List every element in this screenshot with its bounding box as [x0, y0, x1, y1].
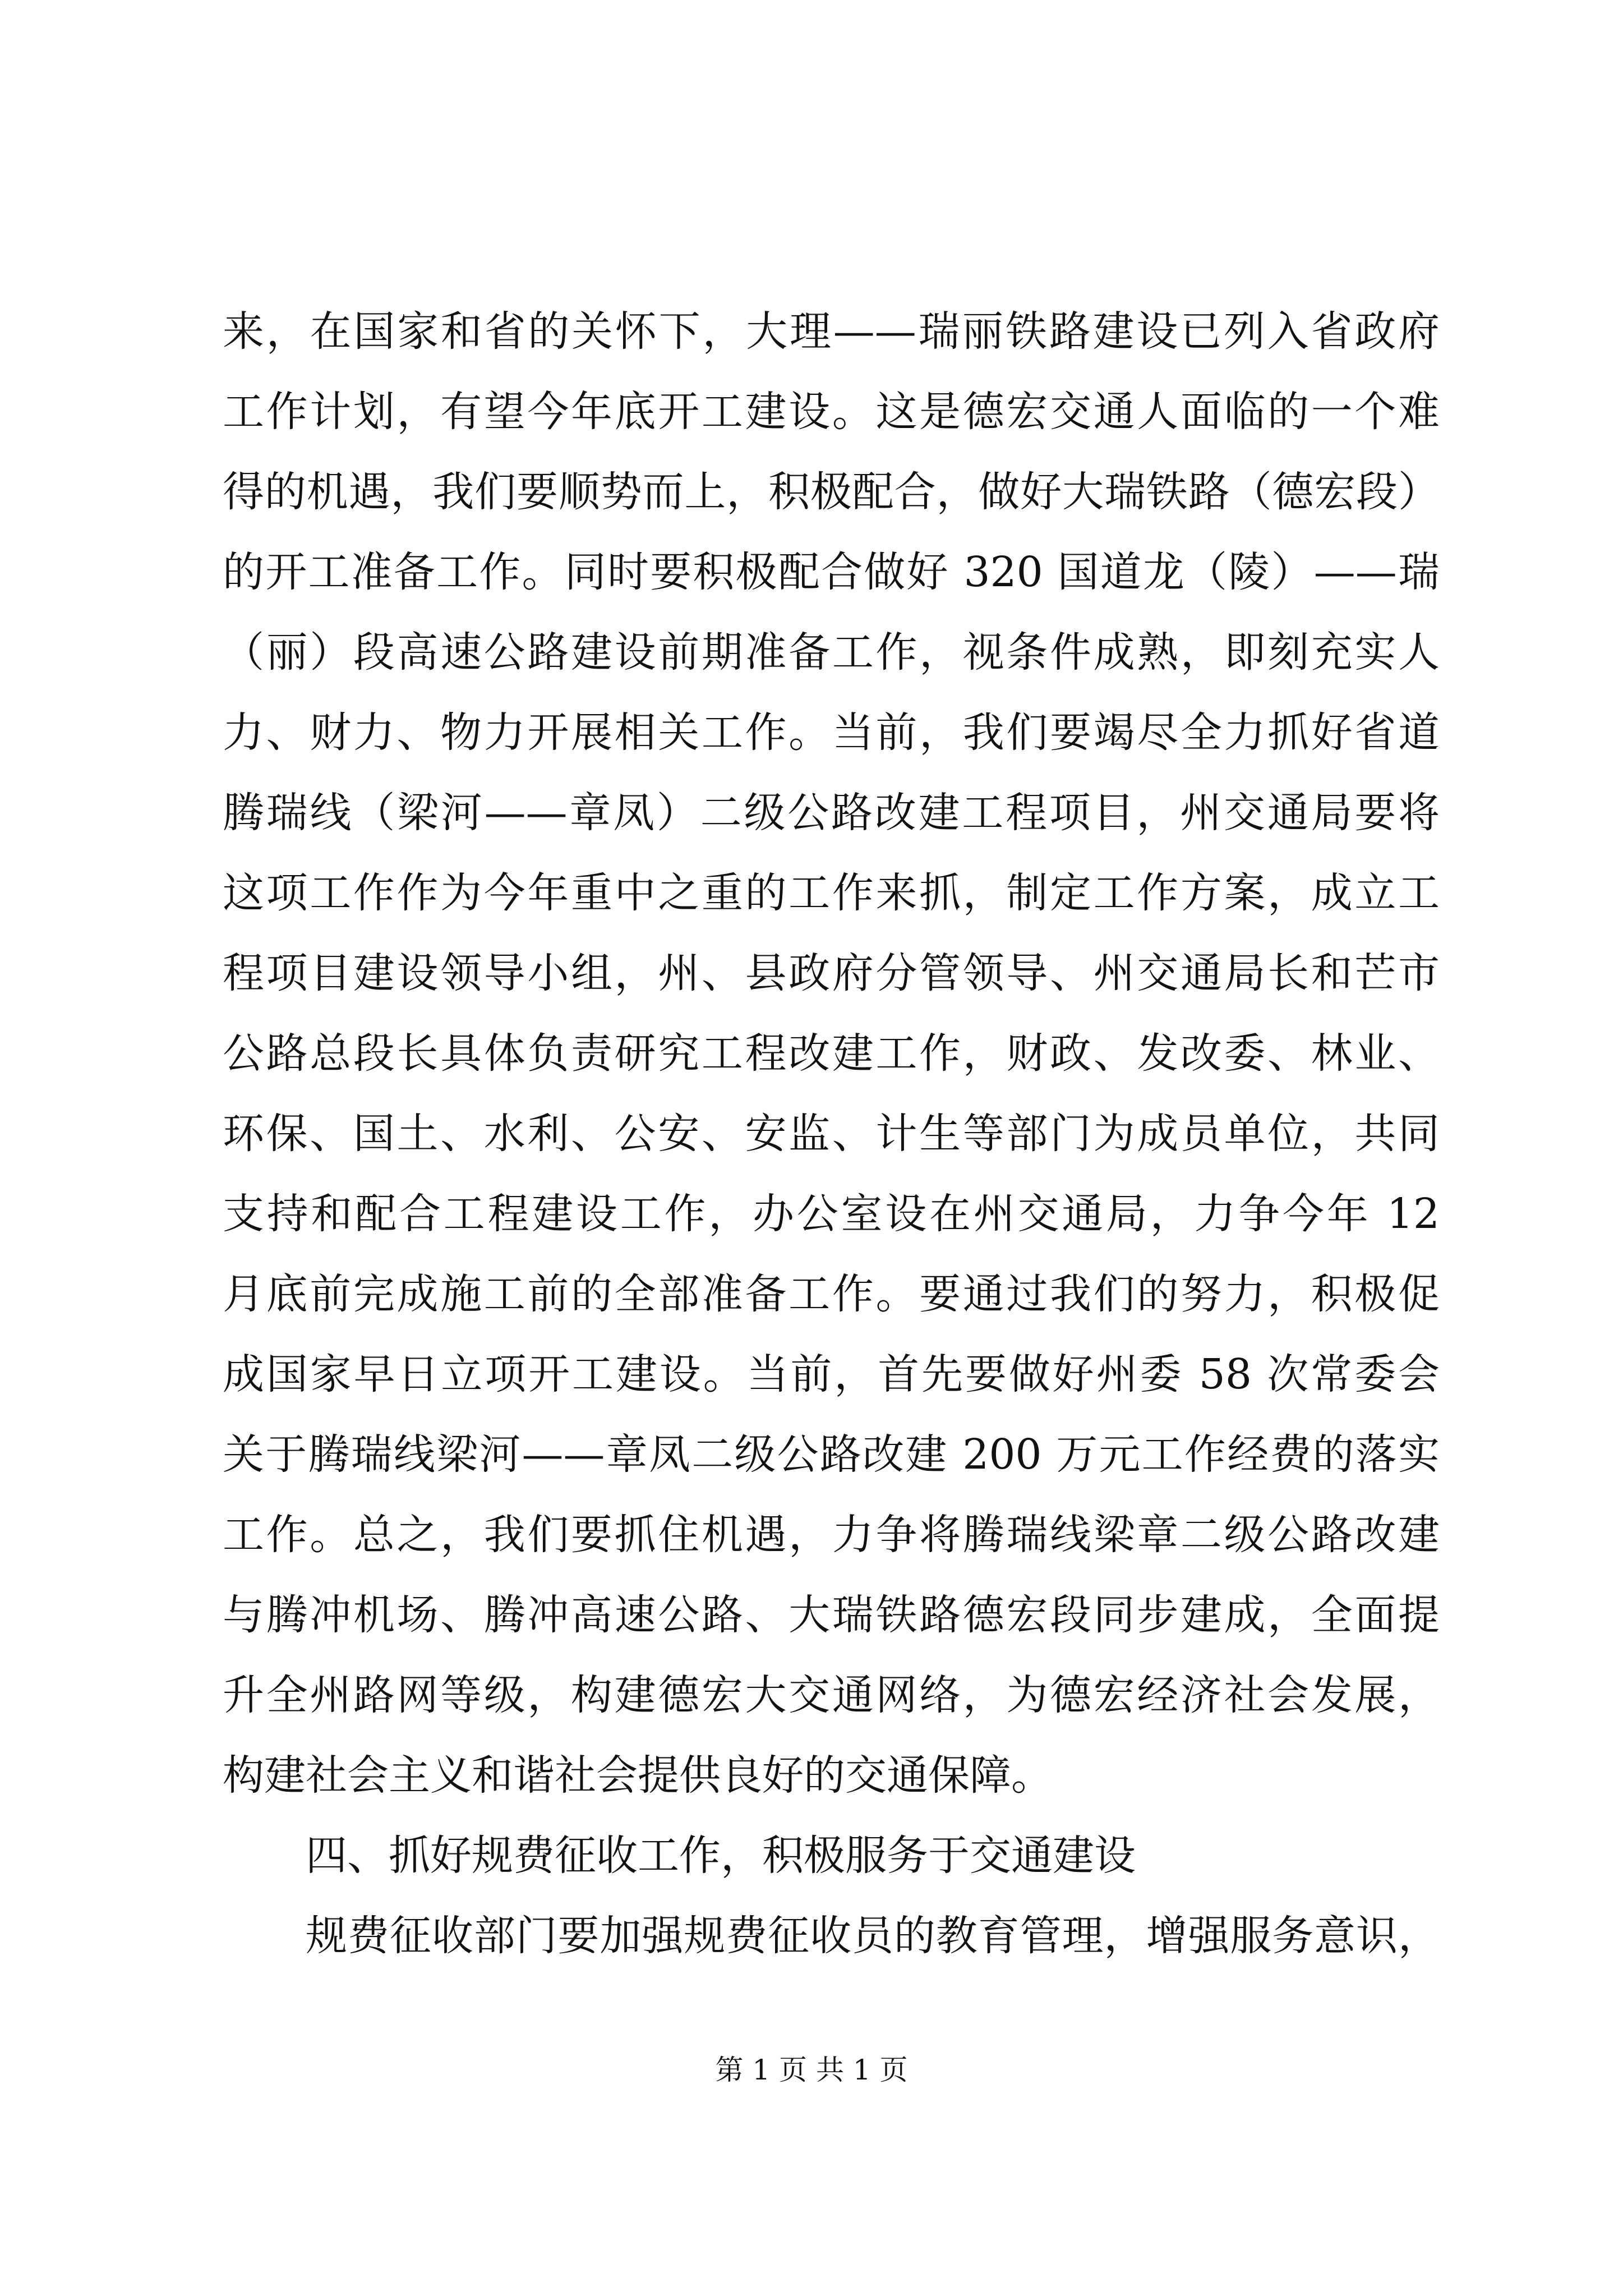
page-footer: 第 1 页 共 1 页 [715, 2054, 908, 2086]
paragraph-line: 关于腾瑞线梁河——章凤二级公路改建 200 万元工作经费的落实 [223, 1430, 1440, 1479]
paragraph-line: 公路总段长具体负责研究工程改建工作，财政、发改委、林业、 [223, 1029, 1440, 1078]
paragraph-line: 来，在国家和省的关怀下，大理——瑞丽铁路建设已列入省政府 [223, 307, 1440, 356]
paragraph-line: 得的机遇，我们要顺势而上，积极配合，做好大瑞铁路（德宏段） [223, 468, 1440, 516]
document-body [223, 292, 1440, 1976]
paragraph-line: 力、财力、物力开展相关工作。当前，我们要竭尽全力抓好省道 [223, 708, 1440, 757]
paragraph-line: 腾瑞线（梁河——章凤）二级公路改建工程项目，州交通局要将 [223, 789, 1440, 837]
paragraph-line: 支持和配合工程建设工作，办公室设在州交通局，力争今年 12 [223, 1190, 1440, 1238]
paragraph-line: （丽）段高速公路建设前期准备工作，视条件成熟，即刻充实人 [223, 628, 1440, 677]
paragraph-line: 这项工作作为今年重中之重的工作来抓，制定工作方案，成立工 [223, 869, 1440, 917]
paragraph-line: 工作计划，有望今年底开工建设。这是德宏交通人面临的一个难 [223, 388, 1440, 436]
paragraph-line: 规费征收部门要加强规费征收员的教育管理，增强服务意识， [306, 1912, 1440, 1960]
paragraph-line: 的开工准备工作。同时要积极配合做好 320 国道龙（陵）——瑞 [223, 548, 1440, 596]
section-heading: 四、抓好规费征收工作，积极服务于交通建设 [306, 1832, 1136, 1880]
paragraph-line: 工作。总之，我们要抓住机遇，力争将腾瑞线梁章二级公路改建 [223, 1511, 1440, 1559]
paragraph-line: 环保、国土、水利、公安、安监、计生等部门为成员单位，共同 [223, 1110, 1440, 1158]
paragraph-line: 月底前完成施工前的全部准备工作。要通过我们的努力，积极促 [223, 1270, 1440, 1318]
paragraph-line: 与腾冲机场、腾冲高速公路、大瑞铁路德宏段同步建成，全面提 [223, 1591, 1440, 1639]
paragraph-line: 成国家早日立项开工建设。当前，首先要做好州委 58 次常委会 [223, 1350, 1440, 1398]
paragraph-line: 程项目建设领导小组，州、县政府分管领导、州交通局长和芒市 [223, 949, 1440, 997]
paragraph-line: 升全州路网等级，构建德宏大交通网络，为德宏经济社会发展， [223, 1671, 1440, 1719]
paragraph-line: 构建社会主义和谐社会提供良好的交通保障。 [223, 1751, 1053, 1800]
